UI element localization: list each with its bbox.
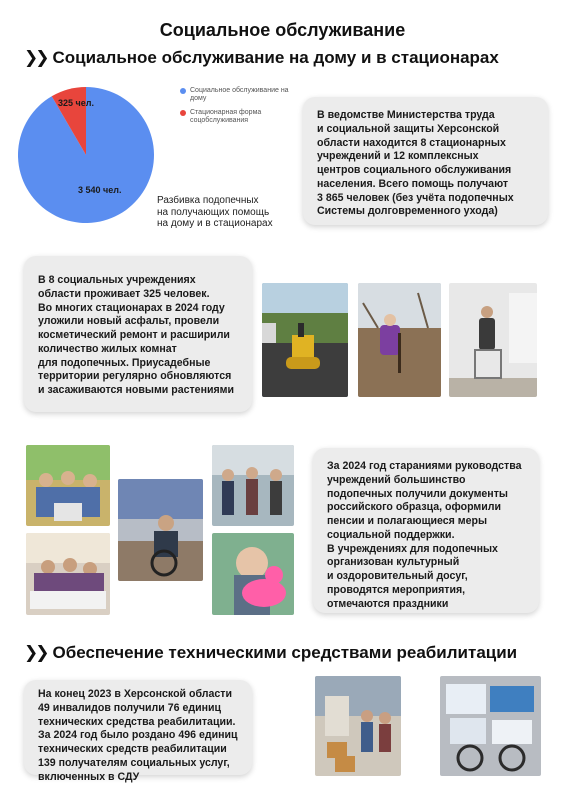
photo-staff-hall	[212, 445, 294, 526]
chevron-right-icon: ❯❯	[24, 48, 47, 67]
chart-caption: Разбивка подопечных на получающих помощь на дому и в стационарах	[157, 195, 273, 229]
photo-asphalt-roller	[262, 283, 348, 397]
photo-woman-with-toy	[212, 533, 294, 615]
photo-group-residents	[26, 445, 110, 526]
info-card-institutions	[24, 256, 252, 412]
info-card-ministry	[303, 97, 548, 225]
info-card-documents	[313, 448, 539, 613]
chevron-right-icon: ❯❯	[24, 643, 47, 662]
info-card-institutions-text: В 8 социальных учреждениях области проживает 325 человек. Во многих стационарах в 2024 году уложили новый асфальт, провели косметический ремонт и расширили количество жилых комнат для подопечных. Приусадебные территории регулярно обновляются и засаживаются новыми растениями	[38, 274, 235, 397]
pie-label-home: 3 540 чел.	[78, 185, 122, 195]
section-heading-text: Обеспечение техническими средствами реабилитации	[52, 643, 518, 662]
photo-equipment-handover	[315, 676, 401, 776]
info-card-rehabilitation	[24, 680, 252, 783]
info-card-ministry-text: В ведомстве Министерства труда и социальной защиты Херсонской области находится 8 стационарных учреждений и 12 комплексных центров социального обслуживания населения. Всего помощь получают 3 865 человек (без учёта подопечных Системы долговременного ухода)	[317, 109, 514, 218]
section-heading-rehabilitation	[24, 643, 517, 663]
legend-dot-inpatient	[180, 110, 186, 116]
photo-gardening	[358, 283, 441, 397]
info-card-documents-text: За 2024 год стараниями руководства учреждений большинство подопечных получили документы российского образца, оформили пенсии и полагающиеся меры социальной поддержки. В учреждениях для подопечных организован культурный и оздоровительный досуг, проводятся мероприятия, отмечаются праздники	[327, 460, 522, 610]
photo-wheelchair	[118, 479, 203, 581]
legend-label-inpatient: Стационарная форма соцобслуживания	[190, 109, 262, 125]
legend-item-inpatient	[180, 109, 290, 125]
legend-label-home: Социальное обслуживание на дому	[190, 87, 289, 103]
info-card-rehabilitation-text: На конец 2023 в Херсонской области 49 инвалидов получили 76 единиц технических средства реабилитации. За 2024 год было роздано 496 единиц технических средств реабилитации 139 получателям социальных услуг, включенных в СДУ	[38, 688, 238, 783]
photo-rehab-equipment-stock	[440, 676, 541, 776]
chart-legend	[180, 87, 290, 131]
section-heading-text: Социальное обслуживание на дому и в стационарах	[52, 48, 499, 67]
photo-festive-table	[26, 533, 110, 615]
page-title: Социальное обслуживание	[159, 20, 406, 40]
legend-dot-home	[180, 88, 186, 94]
photo-renovation	[449, 283, 537, 397]
section-heading-home-inpatient	[24, 48, 499, 68]
pie-chart	[18, 87, 154, 223]
legend-item-home	[180, 87, 290, 103]
pie-label-inpatient: 325 чел.	[58, 98, 94, 108]
